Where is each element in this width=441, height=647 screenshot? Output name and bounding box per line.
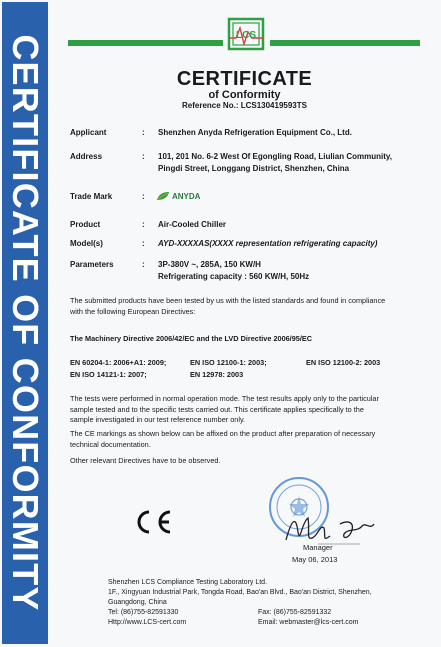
applicant-label: Applicant	[70, 128, 107, 137]
footer-fax: Fax: (86)755-82591332	[258, 609, 332, 616]
parameters-line-2: Refrigerating capacity : 560 KW/H, 50Hz	[158, 272, 310, 281]
leaf-icon	[156, 191, 170, 201]
parameters-colon: :	[142, 260, 145, 269]
applicant-value: Shenzhen Anyda Refrigeration Equipment Co., Ltd.	[158, 128, 352, 137]
footer-address-line-2: Guangdong, China	[108, 599, 167, 606]
trademark-label: Trade Mark	[70, 192, 113, 201]
header-rule-right	[270, 40, 420, 46]
page-subtitle: of Conformity	[208, 89, 281, 101]
product-colon: :	[142, 220, 145, 229]
tests-paragraph	[70, 394, 425, 426]
standard-item: EN ISO 14121-1: 2007;	[70, 370, 147, 379]
parameters-label: Parameters	[70, 260, 114, 269]
footer-company: Shenzhen LCS Compliance Testing Laboratory Ltd.	[108, 579, 268, 586]
standard-item: EN ISO 12100-2: 2003	[306, 358, 381, 367]
trademark-colon: :	[142, 192, 145, 201]
intro-line-2: with the following European Directives:	[70, 306, 196, 316]
address-line-2: Pingdi Street, Longgang District, Shenzhen, China	[158, 164, 350, 173]
signatory-title: Manager	[303, 543, 333, 552]
intro-line-1: The submitted products have been tested by us with the listed standards and found in compliance	[70, 296, 386, 305]
models-colon: :	[142, 239, 145, 248]
models-value: AYD-XXXXAS(XXXX representation refrigerating capacity)	[158, 239, 378, 248]
tests-line-3: sample investigated in our test reference number only.	[70, 415, 246, 425]
ce-mark-icon	[130, 508, 174, 536]
address-label: Address	[70, 152, 103, 161]
applicant-colon: :	[142, 128, 145, 137]
other-directives-line: Other relevant Directives have to be observed.	[70, 456, 221, 465]
trademark-logo	[156, 191, 200, 201]
trademark-value: ANYDA	[172, 191, 201, 201]
address-line-1: 101, 201 No. 6-2 West Of Egongling Road, Liulian Community,	[158, 152, 392, 161]
sidebar-title: CERTIFICATE OF CONFORMITY	[5, 34, 46, 612]
header-rule-left	[68, 40, 223, 46]
reference-number: Reference No.: LCS130419593TS	[182, 101, 307, 110]
svg-text:LCS: LCS	[236, 30, 256, 41]
sidebar-banner	[2, 2, 48, 644]
ce-marking-paragraph	[70, 429, 425, 450]
footer-address-line-1: 1F., Xingyuan Industrial Park, Tongda Road, Bao'an Blvd., Bao'an District, Shenzhen,	[108, 589, 372, 596]
page-title: CERTIFICATE	[176, 68, 313, 90]
standard-item: EN ISO 12100-1: 2003;	[190, 358, 267, 367]
product-value: Air-Cooled Chiller	[158, 220, 227, 229]
tests-line-2: sample tested and to the specific tests carried out. This certificate applies specifically to the	[70, 404, 364, 414]
issue-date: May 06, 2013	[292, 555, 338, 564]
standard-item: EN 12978: 2003	[190, 370, 244, 379]
footer-website: Http://www.LCS-cert.com	[108, 619, 187, 626]
footer-email: Email: webmaster@lcs-cert.com	[258, 619, 359, 626]
standard-item: EN 60204-1: 2006+A1: 2009;	[70, 358, 167, 367]
product-label: Product	[70, 220, 101, 229]
directive-line: The Machinery Directive 2006/42/EC and the LVD Directive 2006/95/EC	[70, 334, 312, 343]
ce-marking-line-2: technical documentation.	[70, 439, 151, 449]
ce-marking-line-1: The CE markings as shown below can be affixed on the product after preparation of necessary	[70, 429, 376, 438]
tests-line-1: The tests were performed in normal operation mode. The test results apply only to the particular	[70, 394, 379, 403]
models-label: Model(s)	[70, 239, 103, 248]
lcs-logo	[226, 16, 266, 52]
address-colon: :	[142, 152, 145, 161]
intro-paragraph	[70, 296, 425, 317]
footer-tel: Tel: (86)755-82591330	[108, 609, 179, 616]
parameters-line-1: 3P-380V ~, 285A, 150 KW/H	[158, 260, 261, 269]
